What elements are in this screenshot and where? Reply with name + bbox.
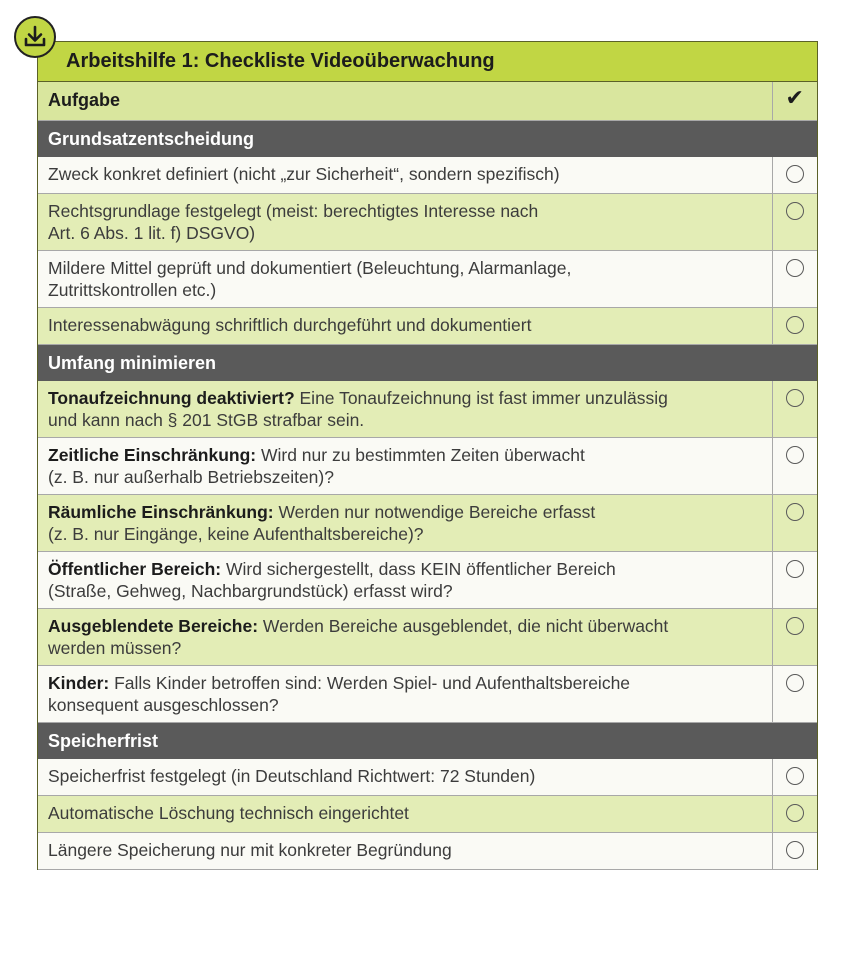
row-text: Ausgeblendete Bereiche: Werden Bereiche ausgeblendet, die nicht überwacht werden müssen? (38, 609, 772, 666)
row-text: Räumliche Einschränkung: Werden nur notwendige Bereiche erfasst (z. B. nur Eingänge, keine Aufenthaltsbereiche)? (38, 495, 772, 552)
circle-checkbox-icon[interactable] (786, 804, 804, 822)
checklist-row (38, 833, 817, 870)
row-text: Interessenabwägung schriftlich durchgeführt und dokumentiert (38, 308, 772, 345)
circle-checkbox-icon[interactable] (786, 503, 804, 521)
circle-checkbox-icon[interactable] (786, 389, 804, 407)
circle-checkbox-icon[interactable] (786, 674, 804, 692)
table-header-row (38, 82, 817, 121)
checklist-row (38, 438, 817, 495)
checklist-row (38, 251, 817, 308)
row-text: Rechtsgrundlage festgelegt (meist: berechtigtes Interesse nach Art. 6 Abs. 1 lit. f) DSGVO) (38, 194, 772, 251)
checklist-row (38, 157, 817, 194)
row-text: Tonaufzeichnung deaktiviert? Eine Tonaufzeichnung ist fast immer unzulässig und kann nach § 201 StGB strafbar sein. (38, 381, 772, 438)
checklist-row (38, 552, 817, 609)
checkmark-icon: ✔ (772, 82, 817, 121)
row-text: Mildere Mittel geprüft und dokumentiert (Beleuchtung, Alarmanlage, Zutrittskontrollen etc.) (38, 251, 772, 308)
checklist-row (38, 759, 817, 796)
checklist-row (38, 194, 817, 251)
row-text: Speicherfrist festgelegt (in Deutschland Richtwert: 72 Stunden) (38, 759, 772, 796)
checklist-card (37, 41, 818, 870)
circle-checkbox-icon[interactable] (786, 841, 804, 859)
circle-checkbox-icon[interactable] (786, 259, 804, 277)
download-icon[interactable] (14, 16, 56, 58)
row-text: Öffentlicher Bereich: Wird sichergestellt, dass KEIN öffentlicher Bereich (Straße, Gehweg, Nachbargrundstück) erfasst wird? (38, 552, 772, 609)
checklist-row (38, 796, 817, 833)
checklist-row (38, 666, 817, 723)
circle-checkbox-icon[interactable] (786, 767, 804, 785)
row-text: Automatische Löschung technisch eingerichtet (38, 796, 772, 833)
checklist-table (38, 82, 817, 870)
checklist-row (38, 609, 817, 666)
circle-checkbox-icon[interactable] (786, 202, 804, 220)
row-text: Zweck konkret definiert (nicht „zur Sicherheit“, sondern spezifisch) (38, 157, 772, 194)
row-text: Kinder: Falls Kinder betroffen sind: Werden Spiel- und Aufenthaltsbereiche konsequent ausgeschlossen? (38, 666, 772, 723)
section-title: Grundsatzentscheidung (38, 121, 817, 157)
section-header-grundsatz (38, 121, 817, 157)
section-title: Speicherfrist (38, 723, 817, 759)
circle-checkbox-icon[interactable] (786, 316, 804, 334)
circle-checkbox-icon[interactable] (786, 617, 804, 635)
checklist-row (38, 381, 817, 438)
checklist-row (38, 308, 817, 345)
checklist-row (38, 495, 817, 552)
row-text: Zeitliche Einschränkung: Wird nur zu bestimmten Zeiten überwacht (z. B. nur außerhalb Betriebszeiten)? (38, 438, 772, 495)
header-task: Aufgabe (38, 82, 772, 121)
circle-checkbox-icon[interactable] (786, 446, 804, 464)
section-title: Umfang minimieren (38, 345, 817, 381)
section-header-speicherfrist (38, 723, 817, 759)
checklist-title: Arbeitshilfe 1: Checkliste Videoüberwachung (38, 42, 817, 82)
section-header-umfang (38, 345, 817, 381)
circle-checkbox-icon[interactable] (786, 560, 804, 578)
row-text: Längere Speicherung nur mit konkreter Begründung (38, 833, 772, 870)
circle-checkbox-icon[interactable] (786, 165, 804, 183)
